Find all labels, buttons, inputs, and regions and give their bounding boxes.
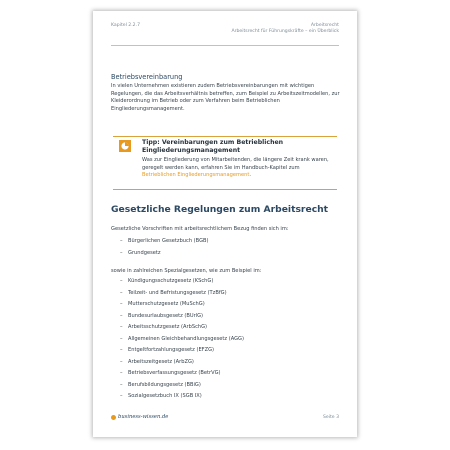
footer-logo[interactable]: business-wissen.de (118, 414, 169, 420)
section-title-betriebsvereinbarung: Betriebsvereinbarung (111, 73, 183, 81)
list-item: – Mutterschutzgesetz (MuSchG) (120, 301, 244, 313)
header-section: Arbeitsrecht (310, 23, 339, 28)
list-item: – Allgemeinen Gleichbehandlungsgesetz (AGG) (120, 336, 244, 348)
paragraph-intro2: sowie in zahlreichen Spezialgesetzen, wie zum Beispiel im: (111, 268, 262, 274)
page-number: Seite 3 (322, 415, 339, 420)
paragraph-betriebsvereinbarung: In vielen Unternehmen existieren zudem Betriebsvereinbarungen mit wichtigen Regelungen, die das Arbeitsverhältnis betreffen, zum Beispiel zu Arbeitszeitmodellen, zur Kleiderordnung im Betrieb oder zum Verfahren beim Betrieblichen Eingliederungsmanagement. (111, 83, 340, 112)
list-item: – Betriebsverfassungsgesetz (BetrVG) (120, 370, 244, 382)
header-right (231, 23, 339, 34)
document-page (93, 11, 357, 437)
list-item: – Bundesurlaubsgesetz (BUrlG) (120, 313, 244, 325)
logo-dot-icon (111, 415, 116, 420)
page-footer (111, 413, 339, 425)
list-item: – Teilzeit- und Befristungsgesetz (TzBfG) (120, 290, 244, 302)
list-item: – Grundgesetz (120, 250, 209, 262)
list-item: – Bürgerlichen Gesetzbuch (BGB) (120, 238, 209, 250)
list-item: – Sozialgesetzbuch IX (SGB IX) (120, 393, 244, 405)
paragraph-intro: Gesetzliche Vorschriften mit arbeitsrechtlichem Bezug finden sich im: (111, 226, 289, 232)
tip-box (113, 136, 337, 190)
tip-link[interactable]: Betrieblichen Eingliederungsmanagement (142, 172, 250, 179)
list-item: – Entgeltfortzahlungsgesetz (EFZG) (120, 347, 244, 359)
section-title-gesetzliche-regelungen: Gesetzliche Regelungen zum Arbeitsrecht (111, 204, 329, 215)
page-header (111, 23, 339, 46)
list-special-laws (120, 278, 244, 405)
tip-body: Was zur Eingliederung von Mitarbeitenden, die längere Zeit krank waren, geregelt werden kann, erfahren Sie im Handbuch-Kapitel zum (142, 157, 329, 171)
list-item: – Arbeitszeitgesetz (ArbZG) (120, 359, 244, 371)
lightbulb-tip-icon (119, 140, 131, 152)
list-general-laws (120, 238, 209, 261)
tip-text-end: . (249, 172, 251, 179)
tip-text (142, 157, 334, 180)
header-subsection: Arbeitsrecht für Führungskräfte – ein Überblick (231, 28, 339, 34)
header-chapter: Kapitel 2.2.7 (111, 23, 140, 28)
list-item: – Berufsbildungsgesetz (BBiG) (120, 382, 244, 394)
tip-title: Tipp: Vereinbarungen zum Betrieblichen Eingliederungsmanagement (142, 139, 284, 154)
list-item: – Arbeitsschutzgesetz (ArbSchG) (120, 324, 244, 336)
list-item: – Kündigungsschutzgesetz (KSchG) (120, 278, 244, 290)
